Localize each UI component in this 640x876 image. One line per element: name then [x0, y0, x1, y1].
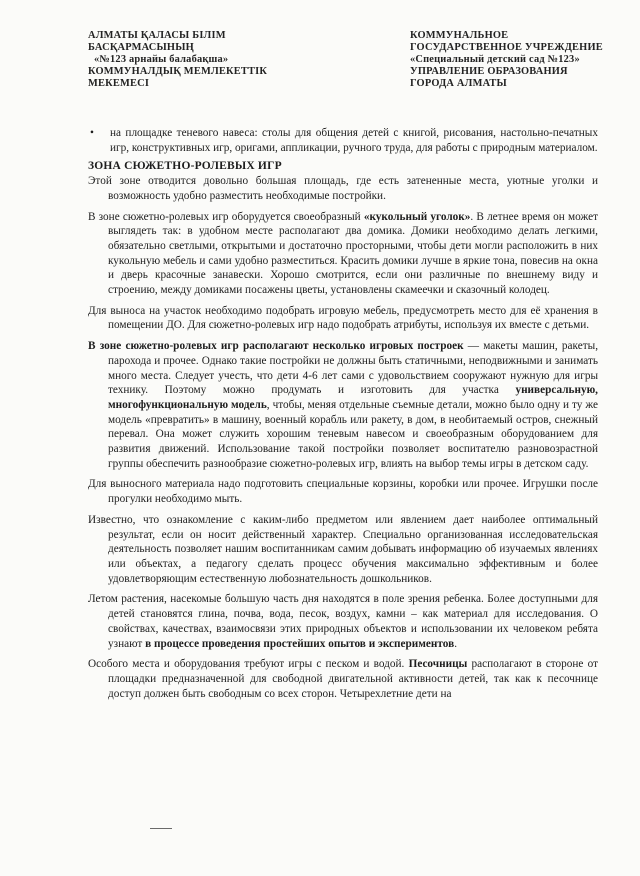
paragraph-7	[88, 592, 598, 651]
paragraph-3	[88, 304, 598, 333]
bullet-marker: •	[90, 127, 94, 139]
letterhead-line: МЕКЕМЕСІ	[88, 78, 150, 89]
bold-phrase: Песочницы	[408, 658, 468, 671]
paragraph-text: Известно, что ознакомление с каким-либо предметом или явлением дает наиболее оптимальный результат, если он носит действенный характер. Специально организованная исследовательская деятельность позволяет нашим воспитанникам самим добывать информацию об изучаемых явлениях или объектах, а педагогу сделать процесс обучения максимально эффективным и более удовлетворяющим естественную любознательность дошкольников.	[88, 513, 598, 585]
document-body	[88, 126, 598, 707]
paragraph-text: — макеты машин, ракеты, парохода и прочее. Однако такие постройки не должны быть статичными, неподвижными и занимать много места. Следует учесть, что дети 4-6 лет сами с удовольствием сооружают нужную для игры технику. Поэтому можно продумать и изготовить для участка	[108, 340, 599, 397]
paragraph-text: . В летнее время он может выглядеть так: в удобном месте располагают два домика. Домики необходимо делать легкими, обязательно светлыми, открытыми и достаточно просторными, чтобы дети могли расположить в них кукольную мебель и сами удобно разместиться. Красить домики лучше в яркие тона, повесив на окна и дверь красочные занавески. Хорошо смотрится, если они различные по внешнему виду и строению, между домиками посажены цветы, установлены скамеечки и сказочный колодец.	[108, 210, 598, 297]
bold-phrase: «кукольный уголок»	[363, 210, 471, 223]
letterhead-line: ГОСУДАРСТВЕННОЕ УЧРЕЖДЕНИЕ	[410, 42, 603, 53]
paragraph-6	[88, 513, 598, 587]
letterhead-line: КОММУНАЛЬНОЕ	[410, 30, 509, 41]
paragraph-text: Для выноса на участок необходимо подобрать игровую мебель, предусмотреть место для её хранения в помещении ДО. Для сюжетно-ролевых игр надо подобрать атрибуты, используя их вместе с детьми.	[88, 304, 598, 332]
letterhead-russian	[410, 30, 603, 90]
letterhead-kazakh	[88, 30, 267, 90]
bullet-text: на площадке теневого навеса: столы для общения детей с книгой, рисования, настольно-печатных игр, конструктивных игр, оригами, аппликации, ручного труда, для работы с природным материалом.	[110, 127, 598, 154]
paragraph-8	[88, 657, 598, 701]
letterhead-line: АЛМАТЫ ҚАЛАСЫ БІЛІМ	[88, 30, 226, 41]
paragraph-text: Летом растения, насекомые большую часть дня находятся в поле зрения ребенка. Более доступными для детей становятся глина, почва, вода, песок, воздух, камни – как материал для исследования. О свойствах, качествах, взаимосвязи этих природных объектов и использовании их человеком ребята узнают	[88, 593, 598, 650]
bold-phrase: В зоне сюжетно-ролевых игр располагают несколько игровых построек	[88, 340, 464, 353]
letterhead-line: БАСҚАРМАСЫНЫҢ	[88, 42, 194, 53]
paragraph-text: Этой зоне отводится довольно большая площадь, где есть затененные места, уютные уголки и возможность удобно разместить необходимые постройки.	[88, 175, 598, 202]
letterhead-line: «№123 арнайы балабақша»	[94, 54, 229, 65]
bullet-item	[88, 126, 598, 155]
paragraph-2	[88, 210, 598, 298]
bold-phrase: в процессе проведения простейших опытов и экспериментов	[145, 637, 455, 650]
bold-phrase: универсальную, многофункциональную модель	[108, 384, 598, 411]
paragraph-text: .	[454, 637, 458, 650]
paragraph-text: располагают в стороне от площадки предназначенной для свободной двигательной активности детей, так как к песочнице доступ должен быть свободным со всех сторон. Четырехлетние дети на	[108, 658, 598, 700]
paragraph-1	[88, 174, 598, 203]
section-title: ЗОНА СЮЖЕТНО-РОЛЕВЫХ ИГР	[88, 160, 282, 173]
paragraph-text: В зоне сюжетно-ролевых игр оборудуется своеобразный	[88, 210, 364, 223]
scan-mark	[150, 828, 172, 829]
paragraph-text: Особого места и оборудования требуют игры с песком и водой.	[88, 658, 409, 671]
letterhead-line: УПРАВЛЕНИЕ ОБРАЗОВАНИЯ	[410, 66, 568, 77]
paragraph-text: Для выносного материала надо подготовить специальные корзины, коробки или прочее. Игрушки после прогулки необходимо мыть.	[88, 478, 598, 506]
letterhead-line: «Специальный детский сад №123»	[410, 54, 580, 65]
paragraph-text: , чтобы, меняя отдельные съемные детали, можно было одну и ту же модель «превратить» в машину, военный корабль или ракету, в дом, в необитаемый остров, снежный перевал. Она может служить хорошим теневым навесом и своеобразным оборудованием для развития движений. Использование такой постройки позволяет воспитателю разновозрастной группы обеспечить разнообразие сюжетно-ролевых игр, влиять на выбор темы игры в детском саду.	[108, 398, 598, 470]
letterhead-line: ГОРОДА АЛМАТЫ	[410, 78, 507, 89]
document-letterhead	[0, 30, 640, 100]
letterhead-line: КОММУНАЛДЫҚ МЕМЛЕКЕТТІК	[88, 66, 268, 77]
paragraph-4	[88, 339, 598, 471]
paragraph-5	[88, 477, 598, 506]
